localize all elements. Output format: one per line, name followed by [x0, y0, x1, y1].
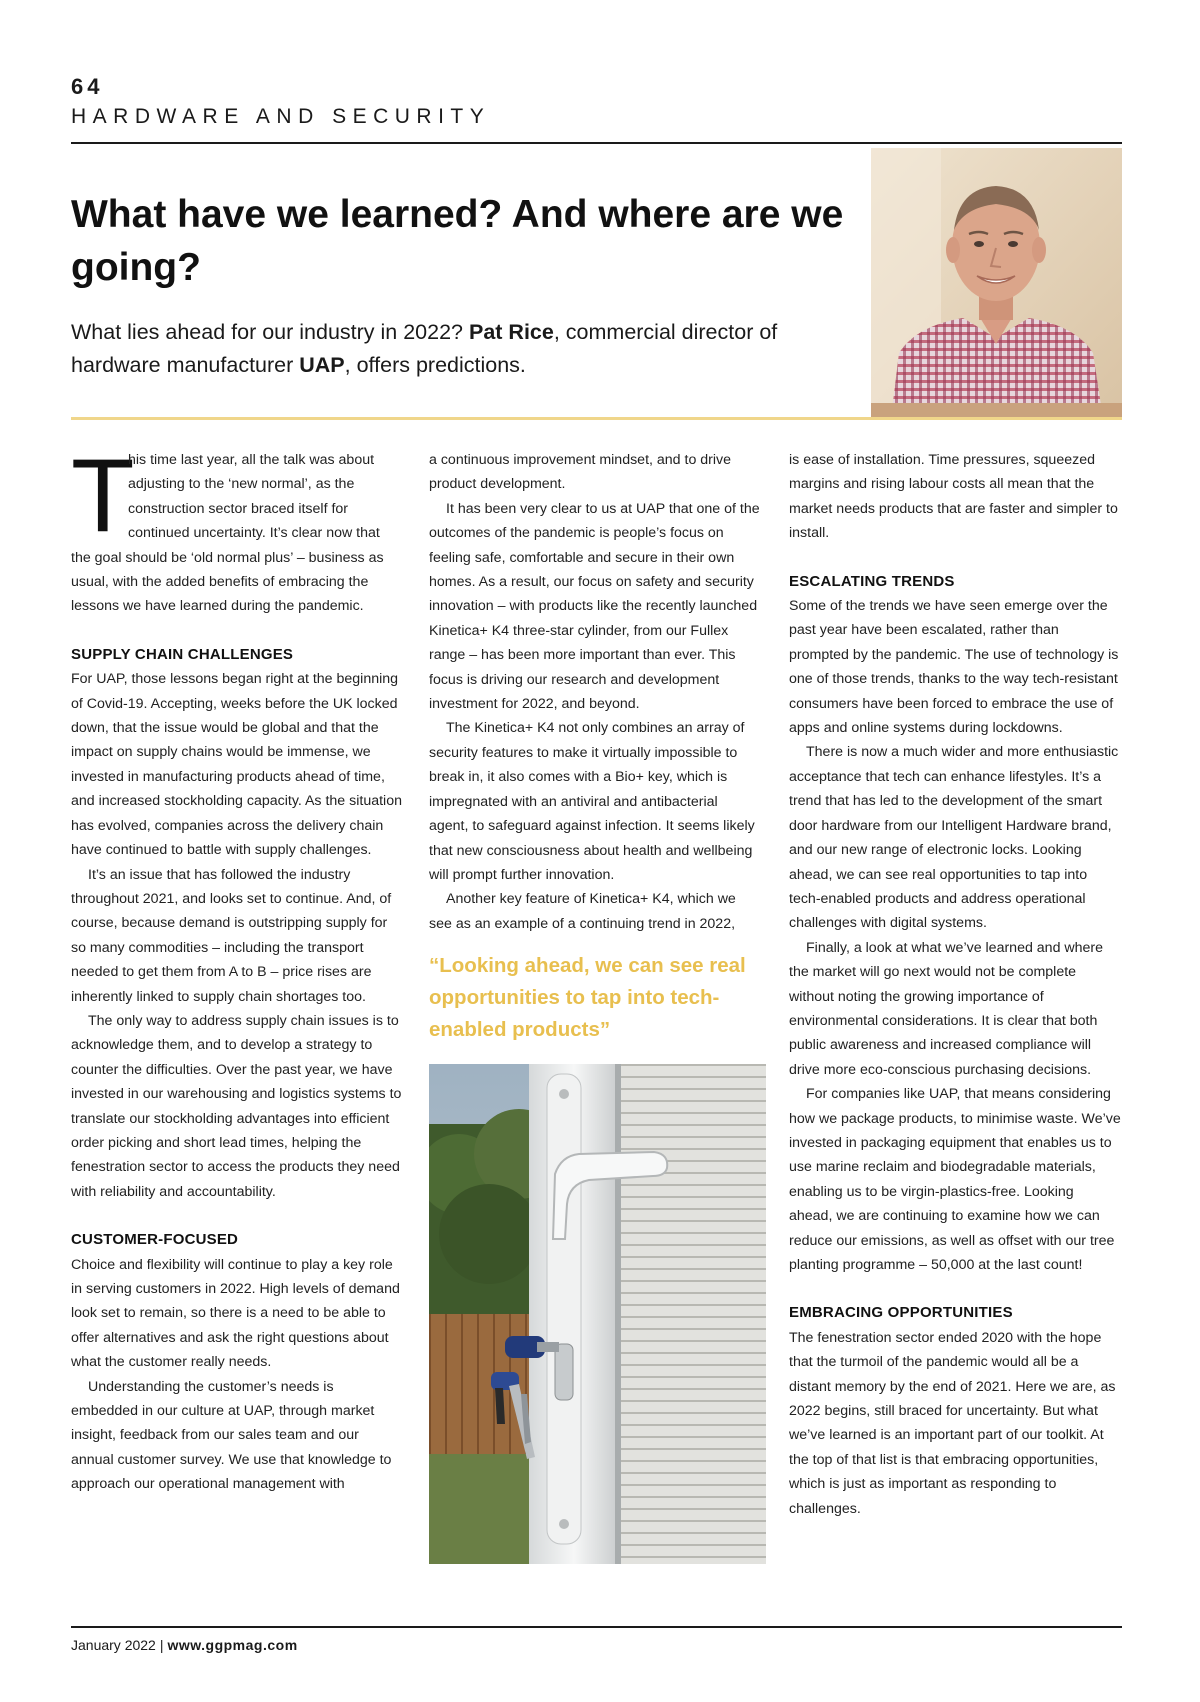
- body-paragraph: The fenestration sector ended 2020 with the hope that the turmoil of the pandemic would all be a distant memory by the end of 2021. Here we are, as 2022 begins, still braced for uncertainty. But what we’ve learned is an important part of our toolkit. At the top of that list is that embracing opportunities, which is just as important as responding to challenges.: [789, 1329, 1116, 1517]
- body-paragraph: Finally, a look at what we’ve learned and where the market will go next would not be complete without noting the growing importance of environmental considerations. It is clear that both public awareness and increased compliance will drive more eco-conscious purchasing decisions.: [789, 939, 1104, 1078]
- door-handle-photo: [429, 1064, 766, 1564]
- subheading-escalating-trends: ESCALATING TRENDS: [789, 572, 955, 590]
- subheading-supply-chain: SUPPLY CHAIN CHALLENGES: [71, 645, 294, 663]
- footer-rule: [71, 1626, 1122, 1628]
- body-paragraph: The Kinetica+ K4 not only combines an array of security features to make it virtually impossible to break in, it also comes with a Bio+ key, which is impregnated with an antiviral and antibacterial agent, to safeguard against infection. It seems likely that new consciousness about health and wellbeing will prompt further innovation.: [429, 720, 755, 883]
- pull-quote: “Looking ahead, we can see real opportunities to tap into tech-enabled products”: [429, 954, 746, 1042]
- article-headline: What have we learned? And where are we going?: [71, 193, 844, 289]
- subheading-customer-focused: CUSTOMER-FOCUSED: [71, 1231, 239, 1249]
- standfirst-text-3: , offers predictions.: [344, 353, 526, 377]
- article-standfirst: [71, 316, 861, 382]
- footer-separator: |: [159, 1637, 164, 1653]
- standfirst-company: UAP: [299, 353, 345, 377]
- body-paragraph: is ease of installation. Time pressures, squeezed margins and rising labour costs all mean that the market needs products that are faster and simpler to install.: [789, 452, 1118, 542]
- footer-date: January 2022: [71, 1637, 156, 1653]
- body-paragraph: The only way to address supply chain issues is to acknowledge them, and to develop a strategy to counter the difficulties. Over the past year, we have invested in our warehousing and logistics systems to translate our stockholding advantages into efficient order picking and short lead times, helping the fenestration sector to access the products they need with reliability and accountability.: [71, 1012, 402, 1200]
- section-title: HARDWARE AND SECURITY: [71, 105, 491, 128]
- subheading-embracing-opportunities: EMBRACING OPPORTUNITIES: [789, 1304, 1013, 1322]
- drop-cap: T: [71, 438, 135, 554]
- page-number: 64: [71, 74, 104, 99]
- standfirst-text-2: , commercial director of hardware manufacturer: [71, 320, 778, 377]
- article-column-3: [789, 448, 1121, 1521]
- article-column-2: [429, 448, 761, 1564]
- header-rule: [71, 142, 1122, 144]
- standfirst-author: Pat Rice: [468, 320, 554, 344]
- author-portrait: [871, 148, 1122, 418]
- page-footer: [71, 1637, 298, 1653]
- body-paragraph: Understanding the customer’s needs is embedded in our culture at UAP, through market insight, feedback from our sales team and our annual customer survey. We use that knowledge to approach our operational management with: [71, 1378, 392, 1493]
- body-paragraph: Another key feature of Kinetica+ K4, which we see as an example of a continuing trend in 2022,: [429, 891, 736, 932]
- body-paragraph: For UAP, those lessons began right at the beginning of Covid-19. Accepting, weeks before the UK locked down, that the issue would be global and that the impact on supply chains would be immense, we invested in manufacturing products ahead of time, and increased stockholding capacity. As the situation has evolved, companies across the delivery chain have continued to battle with supply challenges.: [71, 671, 402, 859]
- body-paragraph: It has been very clear to us at UAP that one of the outcomes of the pandemic is people’s focus on feeling safe, comfortable and secure in their own homes. As a result, our focus on safety and security innovation – with products like the recently launched Kinetica+ K4 three-star cylinder, from our Fullex range – has been more important than ever. This focus is driving our research and development investment for 2022, and beyond.: [429, 500, 760, 713]
- body-paragraph: It’s an issue that has followed the industry throughout 2021, and looks set to continue. And, of course, because demand is outstripping supply for so many commodities – including the transport needed to get them from A to B – price rises are inherently linked to supply chain shortages too.: [71, 866, 392, 1005]
- body-paragraph: Choice and flexibility will continue to play a key role in serving customers in 2022. High levels of demand look set to remain, so there is a need to be able to offer alternatives and ask the right questions about what the customer really needs.: [71, 1256, 400, 1371]
- body-paragraph: For companies like UAP, that means considering how we package products, to minimise waste. We’ve invested in packaging equipment that enables us to use marine reclaim and biodegradable materials, enabling us to be virgin-plastics-free. Looking ahead, we are continuing to examine how we can reduce our emissions, as well as offset with our tree planting programme – 50,000 at the last count!: [789, 1086, 1121, 1273]
- body-paragraph: There is now a much wider and more enthusiastic acceptance that tech can enhance lifestyles. It’s a trend that has led to the development of the smart door hardware from our Intelligent Hardware brand, and our new range of electronic locks. Looking ahead, we can see real opportunities to tap into tech-enabled products and address operational challenges with digital systems.: [789, 744, 1119, 932]
- body-paragraph: his time last year, all the talk was about adjusting to the ‘new normal’, as the construction sector braced itself for continued uncertainty. It’s clear now that the goal should be ‘old normal plus’ – business as usual, with the added benefits of embracing the lessons we have learned during the pandemic.: [71, 452, 384, 615]
- footer-url-link[interactable]: www.ggpmag.com: [167, 1637, 298, 1653]
- body-paragraph: Some of the trends we have seen emerge over the past year have been escalated, rather than prompted by the pandemic. The use of technology is one of those trends, thanks to the way tech-resistant consumers have been forced to embrace the use of apps and online systems during lockdowns.: [789, 598, 1119, 737]
- gold-divider: [71, 417, 1122, 420]
- standfirst-text-1: What lies ahead for our industry in 2022?: [71, 320, 469, 344]
- article-column-1: [71, 438, 403, 1497]
- body-paragraph: a continuous improvement mindset, and to drive product development.: [429, 452, 732, 493]
